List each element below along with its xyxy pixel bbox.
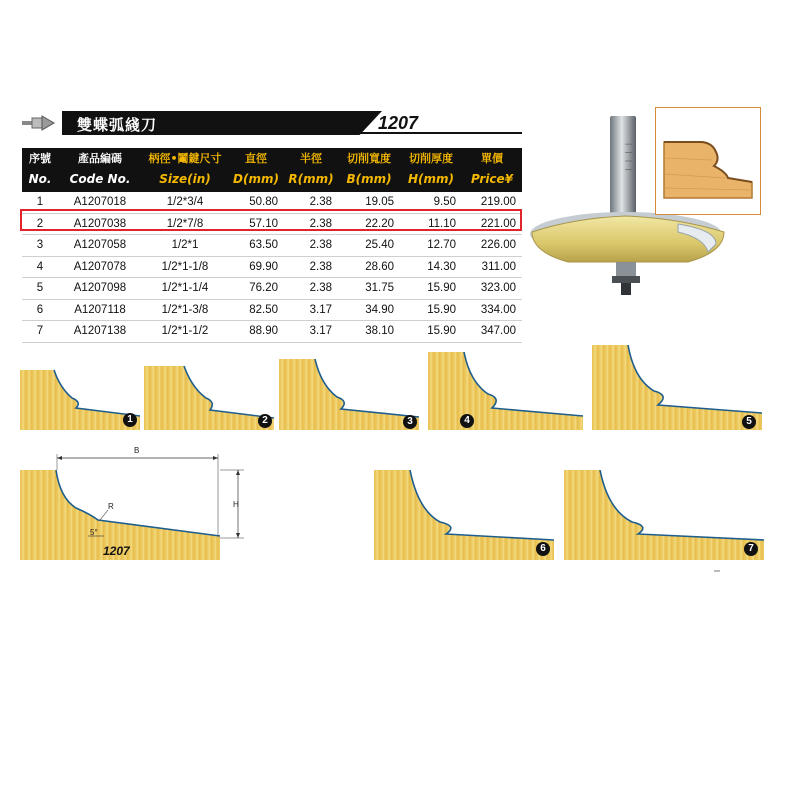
table-cell: 7 bbox=[22, 321, 58, 343]
table-cell: 1/2*1 bbox=[142, 235, 228, 257]
table-cell: 1/2*1-1/4 bbox=[142, 278, 228, 300]
table-cell: A1207118 bbox=[58, 299, 142, 321]
col-header-en: Price¥ bbox=[462, 168, 522, 191]
table-cell: 1/2*3/4 bbox=[142, 191, 228, 213]
table-cell: 15.90 bbox=[400, 299, 462, 321]
table-cell: 50.80 bbox=[228, 191, 284, 213]
table-cell: 15.90 bbox=[400, 278, 462, 300]
table-cell: 3.17 bbox=[284, 299, 338, 321]
col-header-en: H(mm) bbox=[400, 168, 462, 191]
table-cell: 323.00 bbox=[462, 278, 522, 300]
col-header-en: Size(in) bbox=[142, 168, 228, 191]
detail-model-number: 1207 bbox=[103, 544, 130, 558]
table-cell: A1207038 bbox=[58, 213, 142, 235]
table-row bbox=[22, 321, 522, 343]
profile-diagram-1 bbox=[20, 368, 140, 430]
col-header-en: B(mm) bbox=[338, 168, 400, 191]
profile-diagram-2 bbox=[144, 366, 274, 430]
profile-number-badge: 6 bbox=[536, 542, 550, 556]
profile-diagram-4 bbox=[428, 352, 583, 430]
table-cell: 31.75 bbox=[338, 278, 400, 300]
spec-table bbox=[22, 148, 522, 343]
table-row bbox=[22, 235, 522, 257]
header-row-en bbox=[22, 168, 522, 191]
table-cell: 311.00 bbox=[462, 256, 522, 278]
table-cell: A1207078 bbox=[58, 256, 142, 278]
table-cell: 1/2*7/8 bbox=[142, 213, 228, 235]
col-header-cn: 序號 bbox=[22, 148, 58, 168]
col-header-en: R(mm) bbox=[284, 168, 338, 191]
profile-number-badge: 3 bbox=[403, 415, 417, 429]
profile-number-badge: 1 bbox=[123, 413, 137, 427]
table-cell: A1207018 bbox=[58, 191, 142, 213]
separator-mark bbox=[714, 570, 720, 572]
dimension-detail-diagram bbox=[20, 446, 272, 572]
table-cell: 3.17 bbox=[284, 321, 338, 343]
table-row bbox=[22, 299, 522, 321]
table-cell: 1/2*1-1/8 bbox=[142, 256, 228, 278]
dimension-b-label: B bbox=[134, 446, 140, 455]
col-header-cn: 單價 bbox=[462, 148, 522, 168]
table-cell: 82.50 bbox=[228, 299, 284, 321]
highlighted-row-frame bbox=[20, 209, 522, 231]
table-cell: 15.90 bbox=[400, 321, 462, 343]
col-header-en: D(mm) bbox=[228, 168, 284, 191]
table-cell: 6 bbox=[22, 299, 58, 321]
col-header-cn: 柄徑•鬮鍵尺寸 bbox=[142, 148, 228, 168]
table-cell: 2.38 bbox=[284, 278, 338, 300]
profile-number-badge: 7 bbox=[744, 542, 758, 556]
col-header-cn: 半徑 bbox=[284, 148, 338, 168]
router-bit-arrow-icon bbox=[22, 112, 62, 134]
table-cell: 1 bbox=[22, 191, 58, 213]
table-cell: 76.20 bbox=[228, 278, 284, 300]
dimension-h-label: H bbox=[233, 500, 239, 509]
dimension-r-label: R bbox=[108, 502, 114, 511]
profile-number-badge: 4 bbox=[460, 414, 474, 428]
table-cell: 11.10 bbox=[400, 213, 462, 235]
table-cell: 226.00 bbox=[462, 235, 522, 257]
table-cell: 2.38 bbox=[284, 213, 338, 235]
profile-diagram-6 bbox=[374, 470, 554, 560]
wood-profile-sample-image bbox=[656, 108, 759, 213]
table-cell: 2 bbox=[22, 213, 58, 235]
profile-diagram-7 bbox=[564, 470, 764, 560]
angle-label: 5° bbox=[90, 528, 98, 537]
table-cell: 221.00 bbox=[462, 213, 522, 235]
table-cell: 22.20 bbox=[338, 213, 400, 235]
table-cell: 28.60 bbox=[338, 256, 400, 278]
section-banner bbox=[22, 108, 522, 138]
table-cell: 219.00 bbox=[462, 191, 522, 213]
table-cell: 63.50 bbox=[228, 235, 284, 257]
table-cell: A1207138 bbox=[58, 321, 142, 343]
profile-sample-inset bbox=[655, 107, 761, 215]
col-header-cn: 產品編碼 bbox=[58, 148, 142, 168]
table-cell: 347.00 bbox=[462, 321, 522, 343]
table-cell: 2.38 bbox=[284, 191, 338, 213]
table-cell: A1207098 bbox=[58, 278, 142, 300]
table-cell: A1207058 bbox=[58, 235, 142, 257]
table-cell: 12.70 bbox=[400, 235, 462, 257]
col-header-cn: 直徑 bbox=[228, 148, 284, 168]
table-row bbox=[22, 278, 522, 300]
col-header-en: No. bbox=[22, 168, 58, 191]
product-model-number: 1207 bbox=[378, 113, 419, 133]
table-cell: 69.90 bbox=[228, 256, 284, 278]
table-cell: 34.90 bbox=[338, 299, 400, 321]
table-cell: 57.10 bbox=[228, 213, 284, 235]
table-cell: 1/2*1-3/8 bbox=[142, 299, 228, 321]
table-cell: 3 bbox=[22, 235, 58, 257]
table-cell: 5 bbox=[22, 278, 58, 300]
table-cell: 2.38 bbox=[284, 235, 338, 257]
banner-underline bbox=[322, 132, 522, 134]
table-cell: 88.90 bbox=[228, 321, 284, 343]
col-header-en: Code No. bbox=[58, 168, 142, 191]
table-cell: 9.50 bbox=[400, 191, 462, 213]
profile-number-badge: 2 bbox=[258, 414, 272, 428]
header-row-cn bbox=[22, 148, 522, 168]
product-title: 雙蝶弧綫刀 bbox=[77, 117, 158, 134]
table-cell: 38.10 bbox=[338, 321, 400, 343]
table-row bbox=[22, 256, 522, 278]
profile-diagram-3 bbox=[279, 359, 419, 430]
table-cell: 25.40 bbox=[338, 235, 400, 257]
table-cell: 2.38 bbox=[284, 256, 338, 278]
table-cell: 14.30 bbox=[400, 256, 462, 278]
table-cell: 334.00 bbox=[462, 299, 522, 321]
table-cell: 1/2*1-1/2 bbox=[142, 321, 228, 343]
shank-text bbox=[625, 142, 633, 172]
profile-diagram-5 bbox=[592, 345, 762, 430]
col-header-cn: 切削寬度 bbox=[338, 148, 400, 168]
table-cell: 19.05 bbox=[338, 191, 400, 213]
col-header-cn: 切削厚度 bbox=[400, 148, 462, 168]
table-cell: 4 bbox=[22, 256, 58, 278]
profile-number-badge: 5 bbox=[742, 415, 756, 429]
svg-text:| | | |: | | | | bbox=[625, 142, 633, 172]
